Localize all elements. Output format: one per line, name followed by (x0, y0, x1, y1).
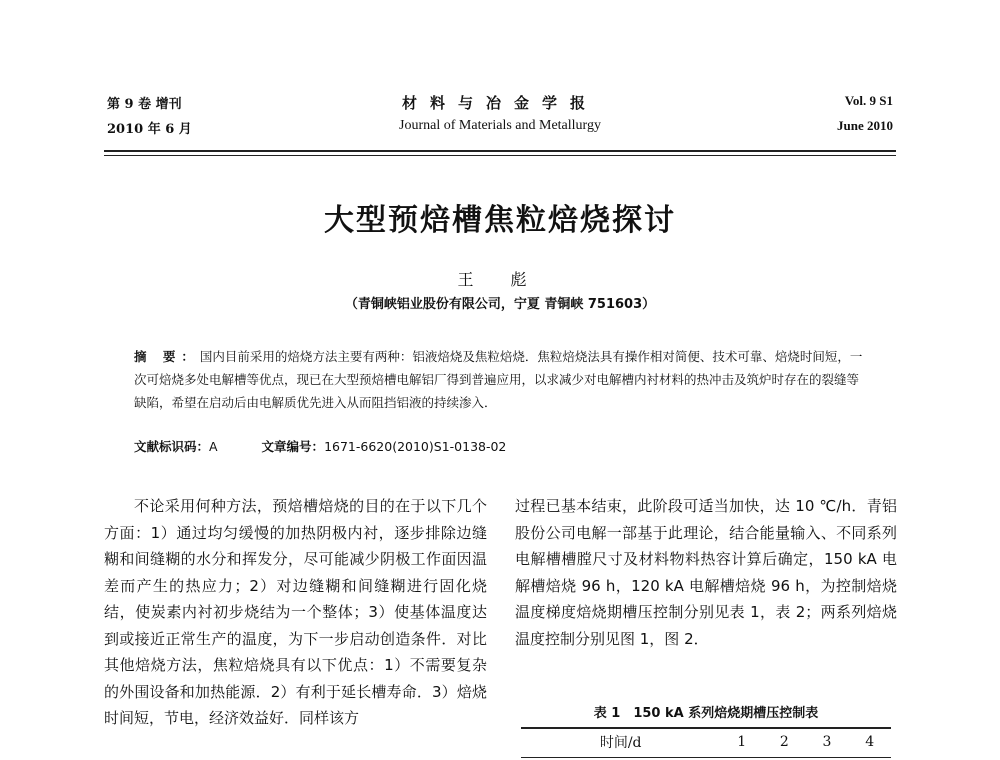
article-meta (134, 437, 506, 455)
abstract-text: 国内目前采用的焙烧方法主要有两种：铝液焙烧及焦粒焙烧．焦粒焙烧法具有操作相对简便、技术可靠、焙烧时间短，一次可焙烧多处电解槽等优点，现已在大型预焙槽电解铝厂得到普遍应用，以求减少对电解槽内衬材料的热冲击及筑炉时存在的裂缝等缺陷，希望在启动后由电解质优先进入从而阻挡铝液的持续渗入． (134, 349, 863, 410)
abstract-label: 摘 要： (134, 349, 200, 364)
affiliation: （青铜峡铝业股份有限公司，宁夏 青铜峡 751603） (344, 297, 656, 312)
table1-header-cell: 2 (763, 728, 806, 758)
article-no-label: 文章编号： (261, 439, 325, 454)
author: 王 彪 (457, 270, 543, 289)
article-no: 1671-6620(2010)S1-0138-02 (324, 439, 507, 454)
date-en: June 2010 (837, 118, 893, 133)
volume-cn: 第 9 卷 增刊 (107, 97, 182, 112)
table1-header-row (521, 728, 891, 758)
article-title: 大型预焙槽焦粒焙烧探讨 (324, 203, 676, 238)
volume-en: Vol. 9 S1 (844, 93, 893, 108)
table1-header-cell: 1 (720, 728, 763, 758)
header-rule-thick (104, 150, 896, 152)
table1 (521, 727, 891, 758)
doc-code: A (209, 439, 218, 454)
journal-title-cn: 材料与冶金学报 (401, 94, 598, 112)
journal-title-en: Journal of Materials and Metallurgy (399, 118, 601, 133)
table1-caption: 表 1 150 kA 系列焙烧期槽压控制表 (593, 706, 819, 721)
header-rule-thin (104, 155, 896, 156)
body-right-column: 过程已基本结束，此阶段可适当加快，达 10 ℃/h．青铝股份公司电解一部基于此理论，结合能量输入、不同系列电解槽槽膛尺寸及材料物料热容计算后确定，150 kA 电解槽焙烧 96 h，120 kA 电解槽焙烧 96 h，为控制焙烧温度梯度焙烧期槽压控制分别见表 1，表 2；两系列焙烧温度控制分别见图 1，图 2． (515, 497, 897, 648)
abstract (134, 345, 869, 414)
table1-header-cell: 4 (848, 728, 891, 758)
doc-code-label: 文献标识码： (134, 439, 210, 454)
table1-header-cell: 3 (806, 728, 849, 758)
date-cn: 2010 年 6 月 (107, 122, 192, 137)
table1-header-cell: 时间/d (521, 728, 720, 758)
body-left-column: 不论采用何种方法，预焙槽焙烧的目的在于以下几个方面：1）通过均匀缓慢的加热阴极内衬，逐步排除边缝糊和间缝糊的水分和挥发分，尽可能减少阴极工作面因温差而产生的热应力；2）对边缝糊和间缝糊进行固化烧结，使炭素内衬初步烧结为一个整体；3）使基体温度达到或接近正常生产的温度，为下一步启动创造条件．对比其他焙烧方法，焦粒焙烧具有以下优点：1）不需要复杂的外围设备和加热能源．2）有利于延长槽寿命．3）焙烧时间短，节电，经济效益好．同样该方 (104, 497, 487, 727)
